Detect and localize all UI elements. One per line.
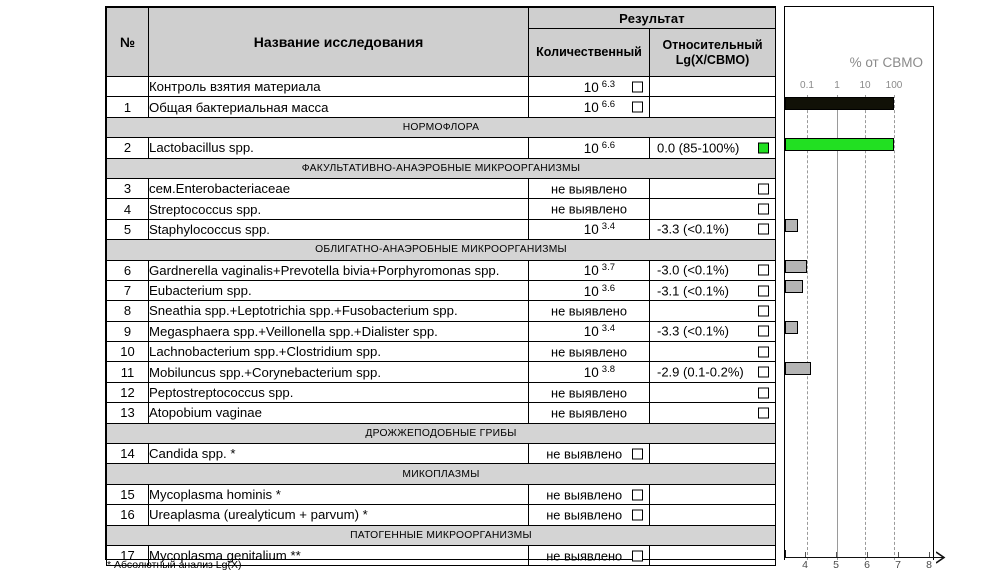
row-quantitative-cell: [529, 362, 650, 382]
row-relative-cell: [650, 178, 776, 198]
quantitative-base: 10: [583, 141, 599, 157]
row-study-name: Staphylococcus spp.: [149, 219, 529, 239]
chart-tick-label: 1: [834, 80, 840, 91]
row-number: 15: [107, 484, 149, 504]
table-row: [107, 444, 776, 464]
chart-bar: [785, 138, 894, 151]
table-row: [107, 219, 776, 239]
quantitative-exponent: 3.4: [601, 323, 615, 335]
table-row: [107, 382, 776, 402]
axis-tick: [929, 552, 930, 557]
result-checkbox[interactable]: [758, 265, 769, 276]
table-group-header-row: [107, 423, 776, 443]
relative-value: -3.3 (<0.1%): [657, 323, 729, 339]
quantitative-exponent: 3.7: [601, 262, 615, 274]
result-checkbox[interactable]: [632, 81, 643, 92]
quantitative-base: 10: [583, 100, 599, 116]
table-row: [107, 97, 776, 117]
row-study-name: Mycoplasma hominis *: [149, 484, 529, 504]
footnote: * Абсолютный анализ Lg(X): [107, 559, 242, 571]
quantitative-value: [584, 99, 615, 115]
header-study-name: Название исследования: [149, 8, 529, 77]
quantitative-text: не выявлено: [551, 385, 627, 401]
row-relative-cell: [650, 138, 776, 158]
axis-line: [785, 557, 943, 558]
relative-value: 0.0 (85-100%): [657, 140, 740, 156]
chart-bar: [785, 362, 811, 375]
table-group-header-row: [107, 464, 776, 484]
row-number: 3: [107, 178, 149, 198]
row-number: 6: [107, 260, 149, 280]
quantitative-exponent: 3.4: [601, 221, 615, 233]
row-number: 11: [107, 362, 149, 382]
row-relative-cell: [650, 403, 776, 423]
table-row: [107, 280, 776, 300]
row-quantitative-cell: [529, 280, 650, 300]
row-study-name: Gardnerella vaginalis+Prevotella bivia+Porphyromonas spp.: [149, 260, 529, 280]
row-study-name: Общая бактериальная масса: [149, 97, 529, 117]
row-number: 7: [107, 280, 149, 300]
quantitative-base: 10: [583, 263, 599, 279]
quantitative-text: не выявлено: [551, 303, 627, 319]
header-relative-line2: Lg(X/СВМО): [675, 52, 750, 67]
row-number: 10: [107, 342, 149, 362]
row-relative-cell: [650, 77, 776, 97]
result-checkbox[interactable]: [758, 326, 769, 337]
quantitative-text: не выявлено: [551, 344, 627, 360]
axis-tick-label: 6: [864, 559, 870, 571]
table-row: [107, 342, 776, 362]
quantitative-text: не выявлено: [551, 201, 627, 217]
table-row: [107, 138, 776, 158]
quantitative-value: [584, 140, 615, 156]
axis-tick: [805, 552, 806, 557]
quantitative-text: не выявлено: [551, 181, 627, 197]
result-checkbox[interactable]: [758, 367, 769, 378]
row-study-name: Контроль взятия материала: [149, 77, 529, 97]
group-label: ДРОЖЖЕПОДОБНЫЕ ГРИБЫ: [107, 423, 776, 443]
axis-tick-label: 4: [802, 559, 808, 571]
result-checkbox[interactable]: [632, 509, 643, 520]
table-row: [107, 321, 776, 341]
quantitative-exponent: 6.6: [601, 98, 615, 110]
row-quantitative-cell: [529, 545, 650, 565]
row-quantitative-cell: [529, 178, 650, 198]
header-quantitative: Количественный: [529, 29, 650, 77]
row-quantitative-cell: [529, 138, 650, 158]
row-study-name: Megasphaera spp.+Veillonella spp.+Dialister spp.: [149, 321, 529, 341]
result-checkbox[interactable]: [632, 489, 643, 500]
axis-tick-label: 5: [833, 559, 839, 571]
row-study-name: Atopobium vaginae: [149, 403, 529, 423]
row-number: 13: [107, 403, 149, 423]
row-relative-cell: [650, 382, 776, 402]
quantitative-text: не выявлено: [546, 507, 623, 523]
header-relative: [650, 29, 776, 77]
result-checkbox[interactable]: [758, 183, 769, 194]
row-study-name: Eubacterium spp.: [149, 280, 529, 300]
group-label: НОРМОФЛОРА: [107, 117, 776, 137]
row-quantitative-cell: [529, 219, 650, 239]
group-label: ОБЛИГАТНО-АНАЭРОБНЫЕ МИКРООРГАНИЗМЫ: [107, 240, 776, 260]
row-relative-cell: [650, 280, 776, 300]
relative-value: -2.9 (0.1-0.2%): [657, 364, 744, 380]
quantitative-base: 10: [583, 324, 599, 340]
table-head: [107, 8, 776, 77]
result-checkbox[interactable]: [758, 387, 769, 398]
row-quantitative-cell: [529, 199, 650, 219]
axis-tick: [836, 552, 837, 557]
row-study-name: сем.Enterobacteriaceae: [149, 178, 529, 198]
row-quantitative-cell: [529, 97, 650, 117]
table-row: [107, 178, 776, 198]
row-quantitative-cell: [529, 382, 650, 402]
row-study-name: Lactobacillus spp.: [149, 138, 529, 158]
table-row: [107, 505, 776, 525]
quantitative-value: [584, 282, 615, 298]
row-study-name: Mycoplasma genitalium **: [149, 545, 529, 565]
row-relative-cell: [650, 321, 776, 341]
result-checkbox[interactable]: [632, 102, 643, 113]
row-quantitative-cell: [529, 403, 650, 423]
group-label: ПАТОГЕННЫЕ МИКРООРГАНИЗМЫ: [107, 525, 776, 545]
chart-bar: [785, 260, 807, 273]
quantitative-text: не выявлено: [546, 446, 623, 462]
row-study-name: Mobiluncus spp.+Corynebacterium spp.: [149, 362, 529, 382]
table-row: [107, 301, 776, 321]
axis-tick: [898, 552, 899, 557]
table-row: [107, 260, 776, 280]
table-group-header-row: [107, 240, 776, 260]
table-row: [107, 403, 776, 423]
row-quantitative-cell: [529, 505, 650, 525]
quantitative-base: 10: [583, 222, 599, 238]
result-checkbox[interactable]: [758, 305, 769, 316]
header-relative-line1: Относительный: [662, 38, 763, 53]
result-checkbox[interactable]: [632, 550, 643, 561]
quantitative-base: 10: [583, 283, 599, 299]
row-relative-cell: [650, 260, 776, 280]
chart-tick-label: 0.1: [800, 80, 814, 91]
row-quantitative-cell: [529, 301, 650, 321]
row-relative-cell: [650, 342, 776, 362]
row-relative-cell: [650, 484, 776, 504]
result-checkbox[interactable]: [758, 407, 769, 418]
quantitative-value: [584, 323, 615, 339]
row-study-name: Sneathia spp.+Leptotrichia spp.+Fusobacterium spp.: [149, 301, 529, 321]
result-checkbox[interactable]: [758, 142, 769, 153]
table-row: [107, 362, 776, 382]
row-number: [107, 77, 149, 97]
result-checkbox[interactable]: [758, 204, 769, 215]
results-table-container: [105, 6, 776, 564]
quantitative-exponent: 3.8: [601, 363, 615, 375]
row-study-name: Streptococcus spp.: [149, 199, 529, 219]
table-body: [107, 77, 776, 566]
result-checkbox[interactable]: [632, 448, 643, 459]
row-quantitative-cell: [529, 321, 650, 341]
row-quantitative-cell: [529, 260, 650, 280]
row-number: 5: [107, 219, 149, 239]
quantitative-base: 10: [583, 365, 599, 381]
quantitative-text: не выявлено: [546, 487, 623, 502]
axis-tick-label: 8: [926, 559, 932, 571]
chart-bar: [785, 321, 798, 334]
quantitative-exponent: 6.6: [601, 139, 615, 151]
row-relative-cell: [650, 444, 776, 464]
row-number: 8: [107, 301, 149, 321]
row-number: 2: [107, 138, 149, 158]
quantitative-text: не выявлено: [546, 548, 623, 564]
row-quantitative-cell: [529, 444, 650, 464]
quantitative-text: не выявлено: [551, 405, 627, 421]
quantitative-exponent: 6.3: [601, 78, 615, 90]
table-group-header-row: [107, 525, 776, 545]
axis-tick-label: 7: [895, 559, 901, 571]
axis-start-cap: [785, 550, 786, 558]
table-row: [107, 199, 776, 219]
relative-value: -3.0 (<0.1%): [657, 262, 729, 278]
row-quantitative-cell: [529, 484, 650, 504]
row-relative-cell: [650, 301, 776, 321]
row-quantitative-cell: [529, 77, 650, 97]
row-number: 16: [107, 505, 149, 525]
quantitative-value: [584, 364, 615, 380]
axis-arrow-icon: [936, 551, 946, 564]
row-number: 14: [107, 444, 149, 464]
quantitative-value: [584, 79, 615, 95]
row-relative-cell: [650, 219, 776, 239]
row-number: 1: [107, 97, 149, 117]
row-relative-cell: [650, 505, 776, 525]
row-study-name: Peptostreptococcus spp.: [149, 382, 529, 402]
row-relative-cell: [650, 545, 776, 565]
chart-bars: [785, 7, 933, 560]
chart-bar: [785, 97, 894, 110]
table-row: [107, 484, 776, 504]
group-label: ФАКУЛЬТАТИВНО-АНАЭРОБНЫЕ МИКРООРГАНИЗМЫ: [107, 158, 776, 178]
row-relative-cell: [650, 97, 776, 117]
row-study-name: Lachnobacterium spp.+Clostridium spp.: [149, 342, 529, 362]
row-study-name: Candida spp. *: [149, 444, 529, 464]
row-relative-cell: [650, 199, 776, 219]
header-number: №: [107, 8, 149, 77]
group-label: МИКОПЛАЗМЫ: [107, 464, 776, 484]
chart-bottom-axis: [784, 548, 1000, 569]
result-checkbox[interactable]: [758, 285, 769, 296]
result-checkbox[interactable]: [758, 346, 769, 357]
quantitative-exponent: 3.6: [601, 282, 615, 294]
table-group-header-row: [107, 117, 776, 137]
row-quantitative-cell: [529, 342, 650, 362]
header-result: Результат: [529, 8, 776, 29]
relative-value: -3.1 (<0.1%): [657, 283, 729, 299]
quantitative-value: [584, 262, 615, 278]
chart-title: % от СВМО: [849, 55, 923, 70]
row-relative-cell: [650, 362, 776, 382]
table-row: [107, 77, 776, 97]
row-number: 17: [107, 545, 149, 565]
row-study-name: Ureaplasma (urealyticum + parvum) *: [149, 505, 529, 525]
chart-bar: [785, 280, 803, 293]
row-number: 4: [107, 199, 149, 219]
quantitative-value: [584, 221, 615, 237]
axis-tick: [867, 552, 868, 557]
relative-value: -3.3 (<0.1%): [657, 221, 729, 237]
row-number: 12: [107, 382, 149, 402]
chart-tick-label: 10: [859, 80, 871, 91]
table-group-header-row: [107, 158, 776, 178]
row-number: 9: [107, 321, 149, 341]
results-table: [106, 7, 776, 566]
result-checkbox[interactable]: [758, 224, 769, 235]
percentage-chart: [784, 6, 934, 560]
quantitative-base: 10: [583, 79, 599, 95]
chart-bar: [785, 219, 798, 232]
chart-tick-label: 100: [885, 80, 903, 91]
